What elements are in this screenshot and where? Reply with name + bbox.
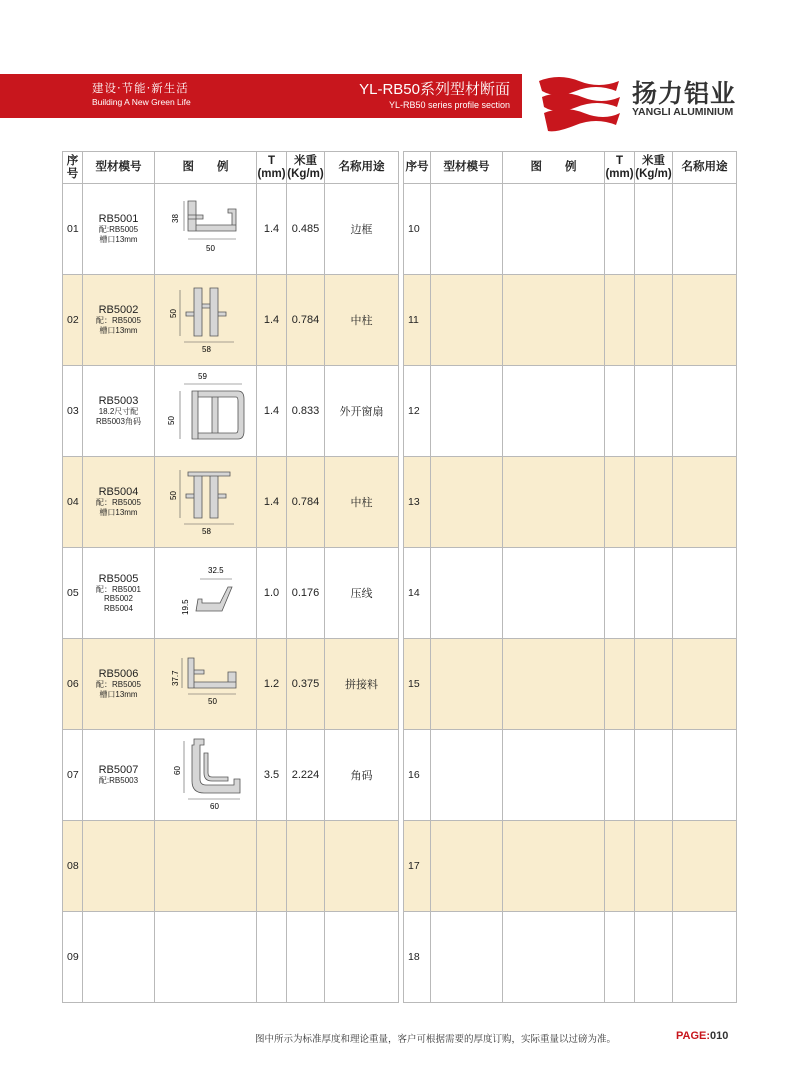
footer-note: 图中所示为标准厚度和理论重量，客户可根据需要的厚度订购，实际重量以过磅为准。 [255,1034,617,1045]
model-note: 配:RB5003 [98,776,139,786]
row-figure [155,184,257,275]
col-weight-label: 米重 [642,155,665,168]
col-figure: 图 例 [155,152,257,184]
row-figure [155,730,257,821]
col-thickness [605,152,635,184]
col-thickness-unit: (mm) [605,167,634,180]
row-usage [673,639,737,730]
row-weight: 0.833 [287,366,325,457]
table-row [63,639,399,730]
row-thickness [257,912,287,1003]
row-weight [635,730,673,821]
row-figure [503,912,605,1003]
row-usage: 外开窗扇 [325,366,399,457]
dim-label: 60 [172,765,182,775]
row-thickness [605,821,635,912]
model-code: RB5002 [98,304,139,317]
dim-label: 58 [201,526,211,536]
col-seq: 序号 [63,152,83,184]
model-code: RB5003 [98,395,139,408]
table-row [63,821,399,912]
row-usage [325,912,399,1003]
row-usage [673,548,737,639]
row-weight: 0.375 [287,639,325,730]
model-note: 配：RB5001 [96,584,141,594]
row-weight [635,821,673,912]
row-num: 02 [63,275,83,366]
row-model [431,912,503,1003]
dim-label: 50 [166,415,176,425]
row-figure [503,366,605,457]
row-weight [635,457,673,548]
row-thickness: 3.5 [257,730,287,821]
row-weight [287,821,325,912]
table-row [63,912,399,1003]
row-num: 05 [63,548,83,639]
brand-logo-icon [534,73,624,133]
row-thickness [605,184,635,275]
row-weight [635,275,673,366]
dim-label: 38 [170,213,180,223]
row-usage: 中柱 [325,275,399,366]
row-thickness: 1.4 [257,275,287,366]
row-thickness: 1.0 [257,548,287,639]
model-code: RB5001 [98,213,139,226]
dim-label: 50 [207,696,217,706]
row-thickness: 1.4 [257,184,287,275]
row-thickness [257,821,287,912]
row-usage: 边框 [325,184,399,275]
row-model [431,821,503,912]
row-weight: 0.784 [287,457,325,548]
page-number [676,1030,728,1042]
model-note: 配：RB5005 [96,498,141,508]
row-model [83,730,155,821]
row-thickness: 1.4 [257,366,287,457]
table-row [63,730,399,821]
profile-section-icon [158,551,254,631]
row-model [83,821,155,912]
dim-label: 37.7 [170,669,180,686]
row-num: 18 [404,912,431,1003]
table-row [404,366,737,457]
row-weight [635,184,673,275]
row-weight [287,912,325,1003]
row-figure [155,457,257,548]
brand-name-cn: 扬力铝业 [632,79,737,108]
row-thickness: 1.4 [257,457,287,548]
slogan-en: Building A New Green Life [92,97,191,107]
row-thickness [605,275,635,366]
model-note: 18.2尺寸配 [98,407,139,417]
row-usage [673,821,737,912]
dim-label: 50 [168,490,178,500]
dim-label: 32.5 [207,565,224,575]
slogan-cn: 建设·节能·新生活 [92,81,189,95]
profile-section-icon [158,187,254,267]
row-figure [155,548,257,639]
profile-section-icon [158,460,254,540]
profile-table-right [403,151,737,1003]
row-usage [673,366,737,457]
table-row [404,821,737,912]
dim-label: 19.5 [180,598,190,615]
row-weight: 0.784 [287,275,325,366]
table-row [63,548,399,639]
table-row [63,184,399,275]
row-num: 10 [404,184,431,275]
row-num: 07 [63,730,83,821]
row-usage: 拼接料 [325,639,399,730]
model-note: 配:RB5005 [98,225,139,235]
col-thickness-unit: (mm) [257,167,286,180]
row-weight: 2.224 [287,730,325,821]
table-row [63,457,399,548]
row-weight [635,366,673,457]
page-title: YL-RB50系列型材断面 [359,81,510,98]
row-num: 04 [63,457,83,548]
table-header-row [63,152,399,184]
row-weight: 0.176 [287,548,325,639]
page-subtitle: YL-RB50 series profile section [388,100,510,110]
row-num: 03 [63,366,83,457]
row-num: 17 [404,821,431,912]
row-weight [635,639,673,730]
row-figure [155,639,257,730]
model-note: RB5004 [104,603,133,613]
col-figure: 图 例 [503,152,605,184]
model-note: RB5002 [104,594,133,604]
row-usage [673,275,737,366]
table-row [404,275,737,366]
row-figure [503,548,605,639]
table-header-row [404,152,737,184]
table-row [404,912,737,1003]
table-row [404,548,737,639]
row-thickness [605,912,635,1003]
row-model [431,457,503,548]
row-model [83,457,155,548]
row-model [83,275,155,366]
row-figure [503,457,605,548]
col-weight-unit: (Kg/m) [287,167,324,180]
model-code: RB5005 [98,572,139,585]
col-usage: 名称用途 [673,152,737,184]
brand-name-en: YANGLI ALUMINIUM [632,106,734,118]
page-number-value: 010 [710,1030,729,1042]
row-model [431,184,503,275]
col-thickness-t: T [615,155,624,168]
model-note: 槽口13mm [99,235,138,244]
row-num: 13 [404,457,431,548]
model-note: 槽口13mm [99,690,138,699]
model-note: 配：RB5005 [96,316,141,326]
row-num: 15 [404,639,431,730]
profile-table-left [62,151,399,1003]
page-label: PAGE: [676,1030,711,1042]
col-model: 型材模号 [431,152,503,184]
row-model [431,639,503,730]
row-figure [155,366,257,457]
col-weight-label: 米重 [294,155,317,168]
profile-section-icon [158,278,254,358]
row-figure [503,821,605,912]
dim-label: 50 [205,243,215,253]
table-row [404,457,737,548]
table-row [404,184,737,275]
col-seq: 序号 [404,152,431,184]
row-figure [155,275,257,366]
row-figure [503,639,605,730]
row-thickness [605,639,635,730]
row-model [83,912,155,1003]
profile-section-icon [158,733,254,813]
dim-label: 59 [197,371,207,381]
row-num: 14 [404,548,431,639]
table-row [404,639,737,730]
row-weight [635,548,673,639]
row-thickness: 1.2 [257,639,287,730]
row-model [83,639,155,730]
col-weight [635,152,673,184]
row-num: 09 [63,912,83,1003]
profile-section-icon [158,642,254,722]
row-usage [673,457,737,548]
table-row [63,366,399,457]
row-weight: 0.485 [287,184,325,275]
table-row [63,275,399,366]
row-model [83,184,155,275]
col-model: 型材模号 [83,152,155,184]
row-num: 01 [63,184,83,275]
row-num: 06 [63,639,83,730]
row-figure [155,912,257,1003]
row-thickness [605,730,635,821]
col-thickness-t: T [267,155,276,168]
col-weight [287,152,325,184]
model-note: 配：RB5005 [96,680,141,690]
row-thickness [605,548,635,639]
row-thickness [605,457,635,548]
row-model [431,275,503,366]
row-usage [673,912,737,1003]
model-code: RB5004 [98,486,139,499]
profile-section-icon [158,369,254,449]
model-code: RB5007 [98,764,139,777]
row-model [83,366,155,457]
col-weight-unit: (Kg/m) [635,167,672,180]
row-num: 11 [404,275,431,366]
row-usage: 压线 [325,548,399,639]
row-figure [503,730,605,821]
row-usage [673,184,737,275]
row-thickness [605,366,635,457]
model-code: RB5006 [98,668,139,681]
dim-label: 60 [209,801,219,811]
row-usage [325,821,399,912]
row-figure [503,275,605,366]
row-weight [635,912,673,1003]
row-model [431,366,503,457]
row-figure [155,821,257,912]
row-num: 16 [404,730,431,821]
model-note: RB5003角码 [96,417,141,426]
row-usage: 中柱 [325,457,399,548]
dim-label: 58 [201,344,211,354]
row-num: 12 [404,366,431,457]
row-usage: 角码 [325,730,399,821]
model-note: 槽口13mm [99,326,138,335]
row-model [431,730,503,821]
row-figure [503,184,605,275]
table-row [404,730,737,821]
row-model [431,548,503,639]
col-thickness [257,152,287,184]
row-num: 08 [63,821,83,912]
col-usage: 名称用途 [325,152,399,184]
row-model [83,548,155,639]
row-usage [673,730,737,821]
dim-label: 50 [168,308,178,318]
model-note: 槽口13mm [99,508,138,517]
